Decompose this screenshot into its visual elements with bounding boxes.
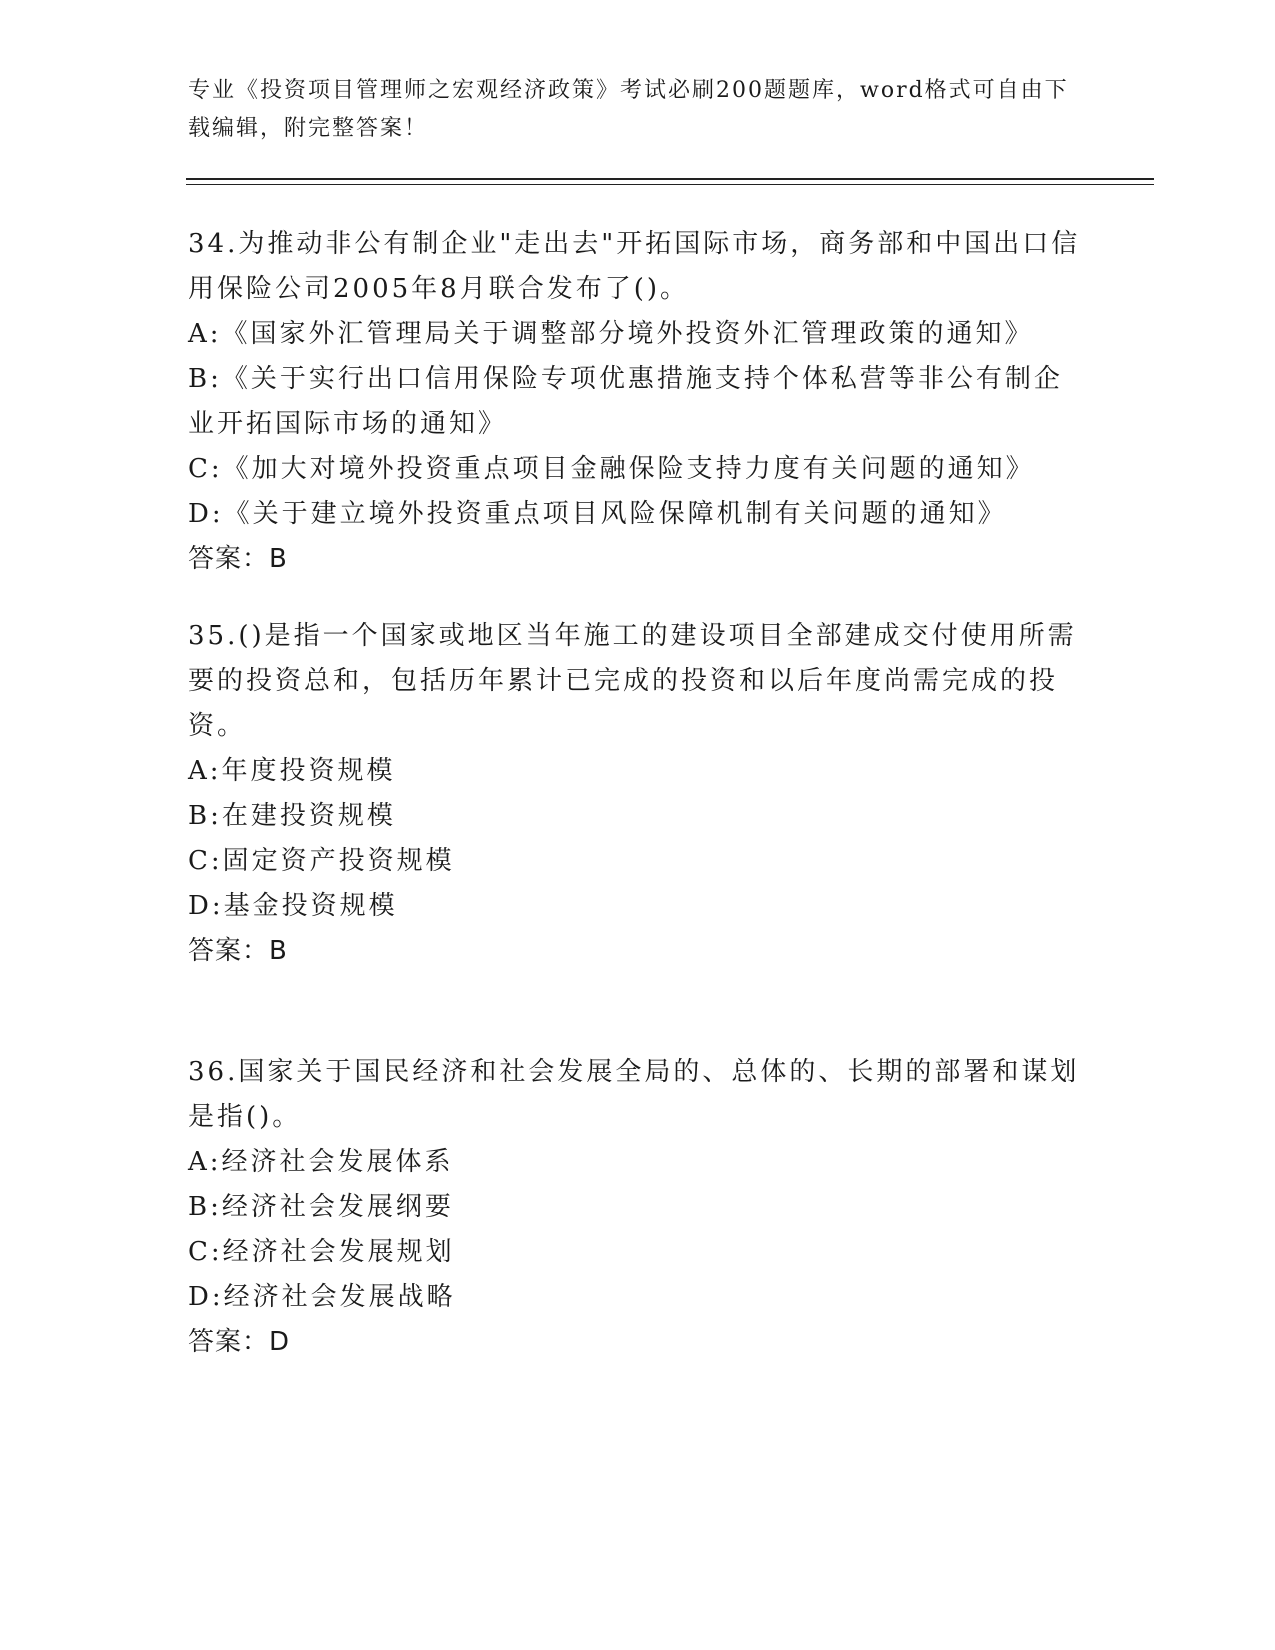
question-stem: 35.()是指一个国家或地区当年施工的建设项目全部建成交付使用所需要的投资总和，包括历年累计已完成的投资和以后年度尚需完成的投资。 <box>188 621 1077 741</box>
option-b: B:经济社会发展纲要 <box>188 1192 454 1222</box>
option-d: D:基金投资规模 <box>188 891 398 921</box>
option-a: A:《国家外汇管理局关于调整部分境外投资外汇管理政策的通知》 <box>188 319 1034 349</box>
option-d: D:经济社会发展战略 <box>188 1282 456 1312</box>
answer-value: B <box>269 936 288 966</box>
option-c: C:经济社会发展规划 <box>188 1237 455 1267</box>
header-divider-thick <box>186 178 1154 180</box>
answer-line <box>188 929 1088 974</box>
answer-value: D <box>269 1327 291 1357</box>
answer-line <box>188 1320 1088 1365</box>
answer-value: B <box>269 544 288 574</box>
answer-label: 答案： <box>188 936 270 966</box>
header-divider-thin <box>186 184 1154 185</box>
page-header: 专业《投资项目管理师之宏观经济政策》考试必刷200题题库，word格式可自由下载编辑，附完整答案！ <box>188 78 1069 141</box>
question-stem: 34.为推动非公有制企业"走出去"开拓国际市场，商务部和中国出口信用保险公司2005年8月联合发布了()。 <box>188 229 1081 304</box>
answer-label: 答案： <box>188 1327 270 1357</box>
option-b: B:在建投资规模 <box>188 801 396 831</box>
question-34 <box>188 222 1088 582</box>
question-stem: 36.国家关于国民经济和社会发展全局的、总体的、长期的部署和谋划是指()。 <box>188 1057 1080 1132</box>
option-c: C:《加大对境外投资重点项目金融保险支持力度有关问题的通知》 <box>188 454 1035 484</box>
question-35 <box>188 614 1088 974</box>
option-a: A:年度投资规模 <box>188 756 396 786</box>
answer-label: 答案： <box>188 544 270 574</box>
answer-line <box>188 537 1088 582</box>
option-b: B:《关于实行出口信用保险专项优惠措施支持个体私营等非公有制企业开拓国际市场的通知》 <box>188 364 1063 439</box>
question-36 <box>188 1050 1088 1365</box>
option-d: D:《关于建立境外投资重点项目风险保障机制有关问题的通知》 <box>188 499 1007 529</box>
option-c: C:固定资产投资规模 <box>188 846 455 876</box>
option-a: A:经济社会发展体系 <box>188 1147 454 1177</box>
